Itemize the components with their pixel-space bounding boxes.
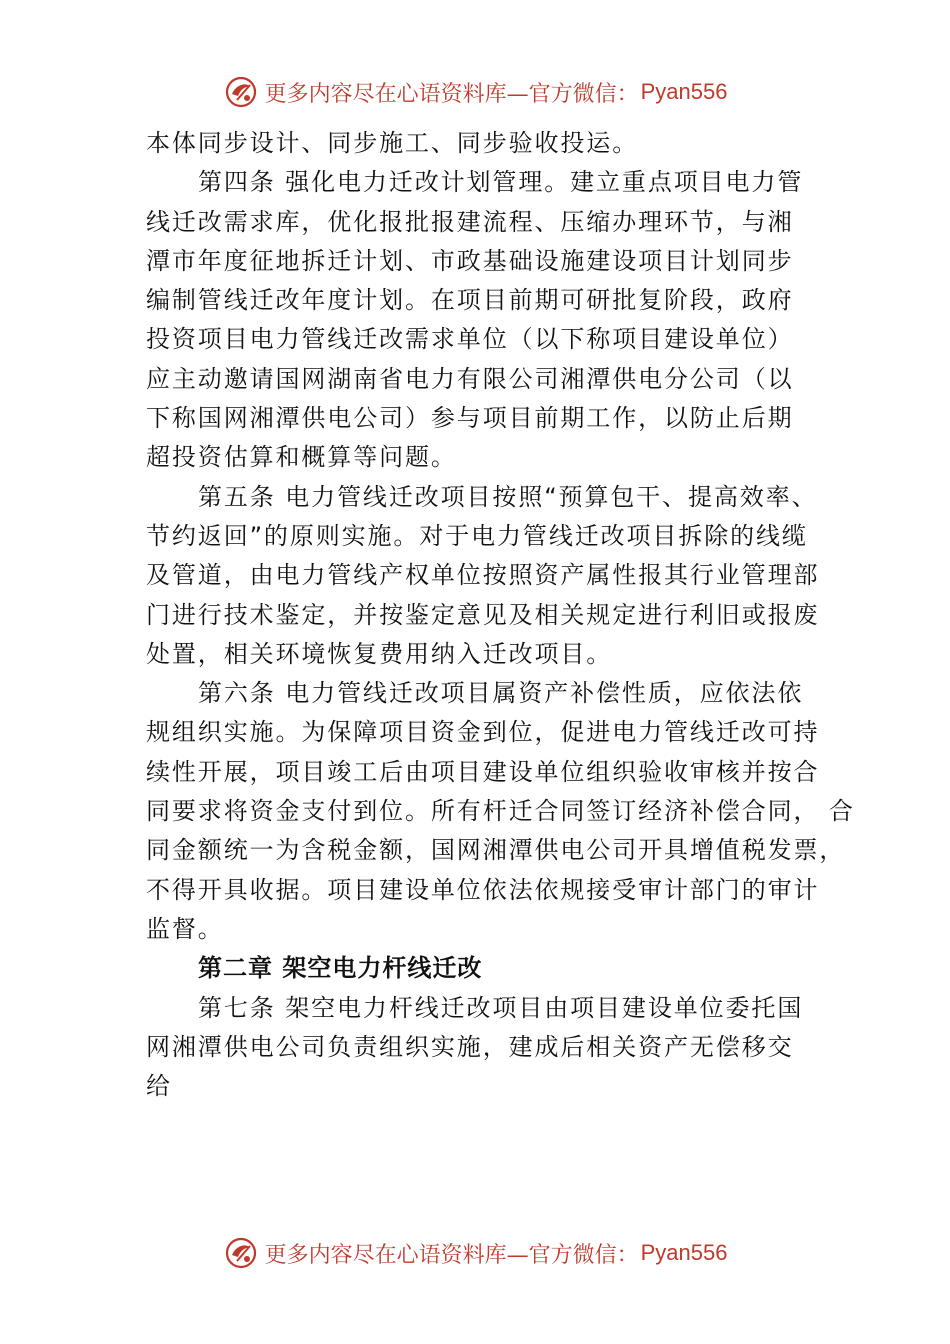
text-line: 及管道，由电力管线产权单位按照资产属性报其行业管理部 — [146, 561, 820, 590]
text-line: 同金额统一为含税金额，国网湘潭供电公司开具增值税发票， — [146, 836, 846, 865]
logo-icon — [223, 74, 259, 110]
text-line: 处置，相关环境恢复费用纳入迁改项目。 — [146, 639, 613, 668]
article-6-start: 第六条 电力管线迁改项目属资产补偿性质，应依法依 — [198, 679, 804, 708]
text-line: 编制管线迁改年度计划。在项目前期可研批复阶段，政府 — [146, 286, 794, 315]
logo-icon — [223, 1235, 259, 1271]
text-line: 续性开展，项目竣工后由项目建设单位组织验收审核并按合 — [146, 757, 820, 786]
text-line: 规组织实施。为保障项目资金到位，促进电力管线迁改可持 — [146, 718, 820, 747]
article-5-start: 第五条 电力管线迁改项目按照“预算包干、提高效率、 — [198, 482, 818, 511]
text-line: 监督。 — [146, 914, 224, 943]
text-line: 给 — [146, 1072, 172, 1101]
text-line: 不得开具收据。项目建设单位依法依规接受审计部门的审计 — [146, 875, 820, 904]
watermark-wechat-id: Pyan556 — [640, 79, 728, 104]
text-line: 潭市年度征地拆迁计划、市政基础设施建设项目计划同步 — [146, 246, 794, 275]
text-line: 超投资估算和概算等问题。 — [146, 443, 457, 472]
watermark-wechat-id: Pyan556 — [640, 1240, 728, 1265]
text-line: 门进行技术鉴定，并按鉴定意见及相关规定进行利旧或报废 — [146, 600, 820, 629]
text-line: 同要求将资金支付到位。所有杆迁合同签订经济补偿合同， 合 — [146, 797, 855, 826]
document-body — [146, 124, 855, 1106]
article-4-start: 第四条 强化电力迁改计划管理。建立重点项目电力管 — [198, 168, 804, 197]
watermark-text: 更多内容尽在心语资料库—官方微信： — [264, 81, 639, 107]
chapter-heading: 第二章 架空电力杆线迁改 — [198, 954, 483, 983]
text-line: 线迁改需求库，优化报批报建流程、压缩办理环节，与湘 — [146, 207, 794, 236]
text-line: 本体同步设计、同步施工、同步验收投运。 — [146, 129, 639, 157]
text-line: 应主动邀请国网湖南省电力有限公司湘潭供电分公司（以 — [146, 364, 794, 393]
text-line: 网湘潭供电公司负责组织实施，建成后相关资产无偿移交 — [146, 1032, 794, 1061]
watermark-footer — [0, 1233, 950, 1273]
watermark-text: 更多内容尽在心语资料库—官方微信： — [264, 1242, 639, 1268]
text-line: 投资项目电力管线迁改需求单位（以下称项目建设单位） — [146, 325, 794, 354]
text-line: 节约返回”的原则实施。对于电力管线迁改项目拆除的线缆 — [146, 521, 808, 550]
text-line: 下称国网湘潭供电公司）参与项目前期工作，以防止后期 — [146, 404, 794, 433]
watermark-header — [0, 72, 950, 112]
article-7-start: 第七条 架空电力杆线迁改项目由项目建设单位委托国 — [198, 993, 804, 1022]
